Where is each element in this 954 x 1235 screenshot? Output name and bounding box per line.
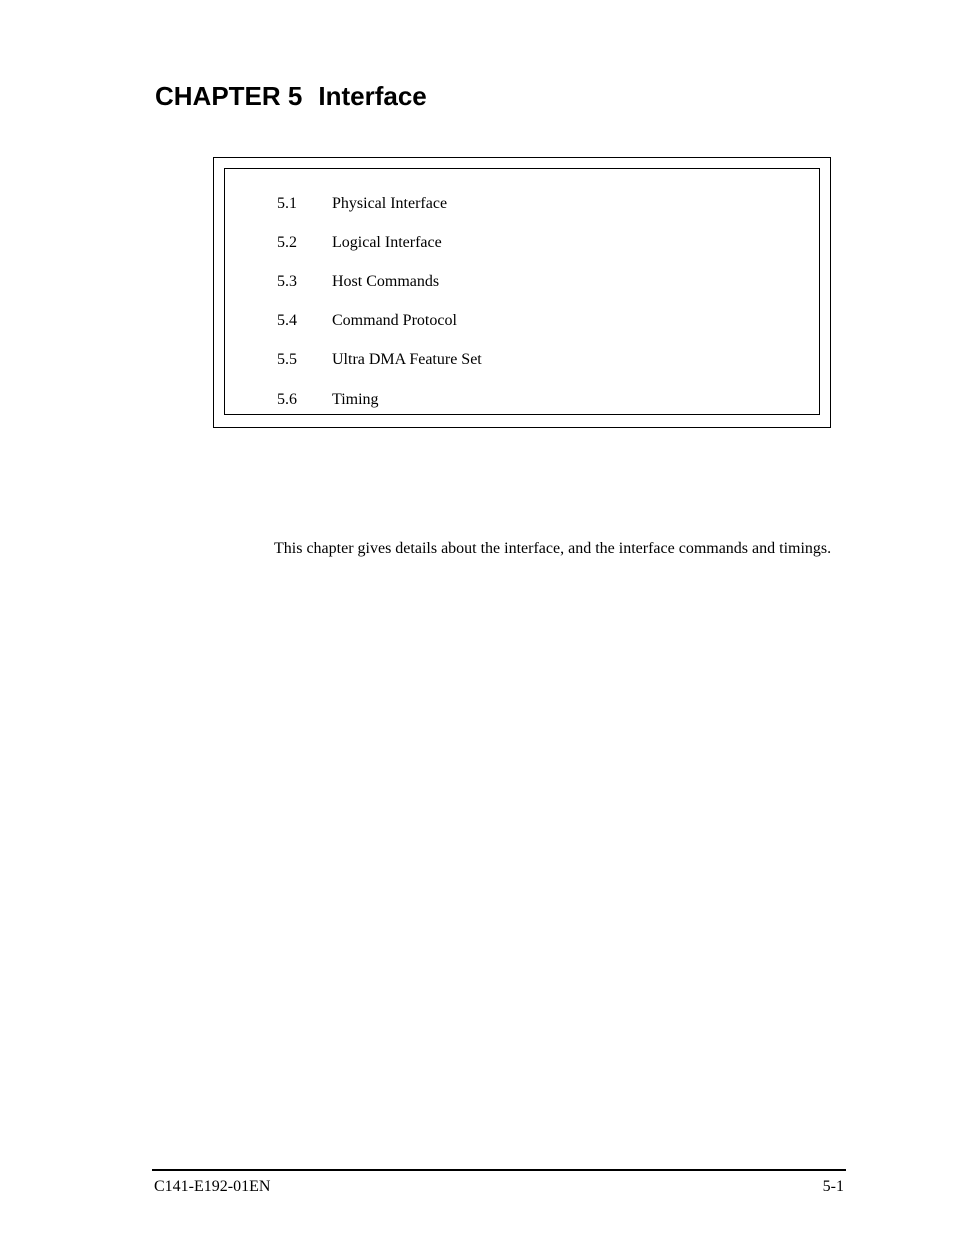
toc-inner-box [224, 168, 820, 415]
toc-item-number: 5.6 [277, 391, 297, 408]
chapter-number: CHAPTER 5 [155, 81, 303, 111]
toc-item-number: 5.2 [277, 234, 297, 251]
footer-page-number: 5-1 [822, 1178, 844, 1195]
intro-paragraph: This chapter gives details about the interface, and the interface commands and timings. [274, 540, 832, 557]
footer-divider [152, 1169, 846, 1171]
toc-item-label: Command Protocol [332, 312, 457, 329]
toc-item-number: 5.5 [277, 351, 297, 368]
toc-item-label: Physical Interface [332, 195, 448, 212]
toc-box [213, 157, 831, 428]
toc-item-label: Host Commands [332, 273, 440, 290]
toc-item-label: Ultra DMA Feature Set [332, 351, 482, 368]
toc-item-label: Timing [332, 391, 379, 408]
toc-item-number: 5.1 [277, 195, 297, 212]
toc-item-number: 5.3 [277, 273, 297, 290]
footer-doc-code: C141-E192-01EN [154, 1178, 271, 1195]
toc-item-label: Logical Interface [332, 234, 442, 251]
chapter-name: Interface [318, 81, 427, 111]
chapter-title [155, 80, 427, 112]
toc-item-number: 5.4 [277, 312, 297, 329]
